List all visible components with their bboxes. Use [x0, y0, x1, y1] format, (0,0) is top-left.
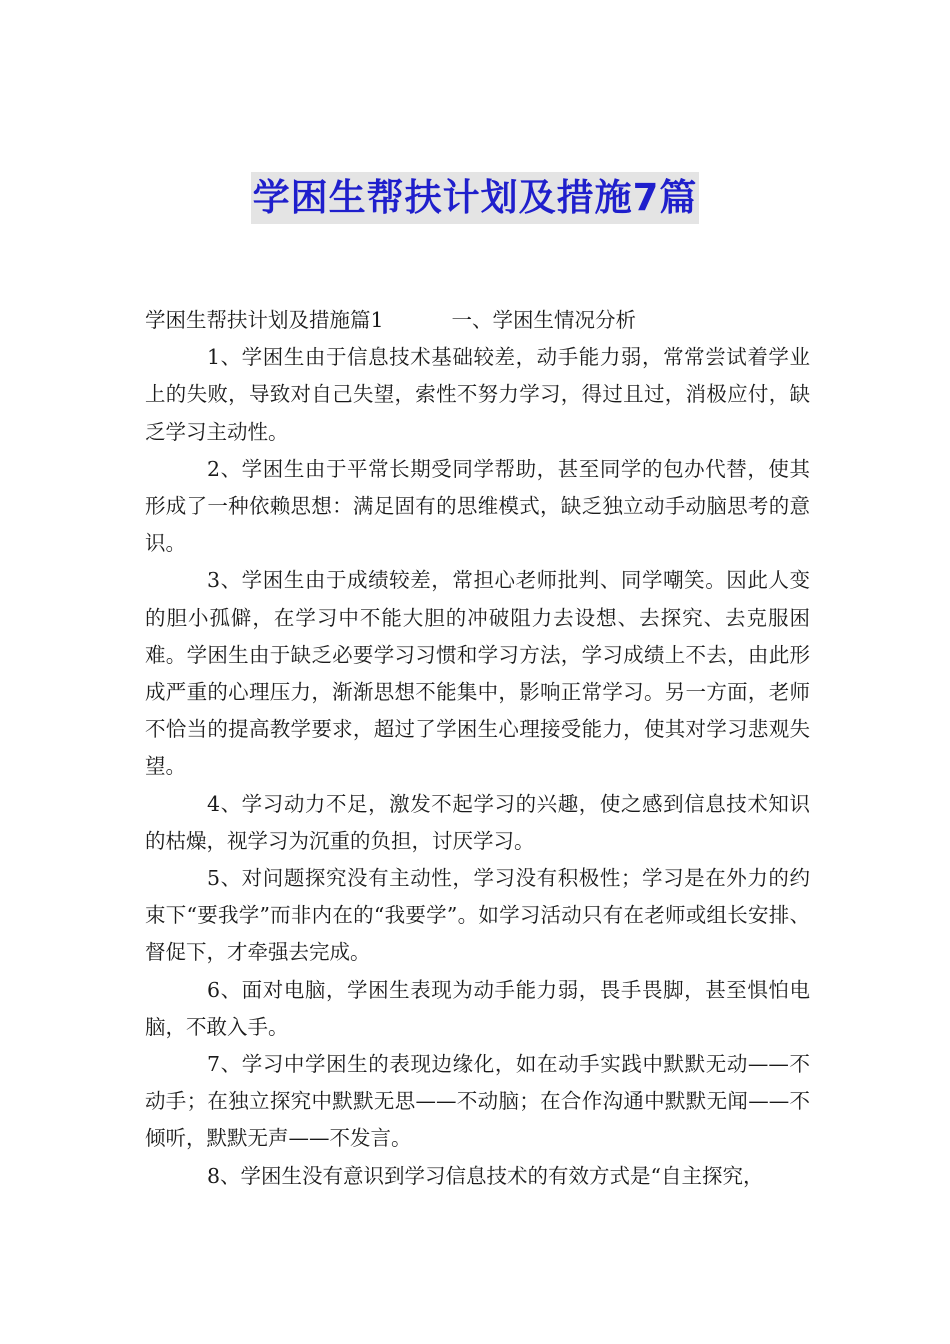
document-title: 学困生帮扶计划及措施7篇: [251, 172, 700, 224]
paragraph-4: 4、学习动力不足，激发不起学习的兴趣，使之感到信息技术知识的枯燥，视学习为沉重的负担，讨厌学习。: [145, 791, 810, 853]
paragraph-1: 1、学困生由于信息技术基础较差，动手能力弱，常常尝试着学业上的失败，导致对自己失望，索性不努力学习，得过且过，消极应付，缺乏学习主动性。: [145, 345, 810, 444]
section-heading-line: [145, 302, 810, 339]
paragraph-2: 2、学困生由于平常长期受同学帮助，甚至同学的包办代替，使其形成了一种依赖思想：满足固有的思维模式，缺乏独立动手动脑思考的意识。: [145, 456, 810, 556]
paragraph-3: 3、学困生由于成绩较差，常担心老师批判、同学嘲笑。因此人变的胆小孤僻，在学习中不能大胆的冲破阻力去设想、去探究、去克服困难。学困生由于缺乏必要学习习惯和学习方法，学习成绩上不去，由此形成严重的心理压力，渐渐思想不能集中，影响正常学习。另一方面，老师不恰当的提高教学要求，超过了学困生心理接受能力，使其对学习悲观失望。: [145, 568, 810, 779]
title-container: [0, 172, 950, 224]
paragraph-5: 5、对问题探究没有主动性，学习没有积极性；学习是在外力的约束下“要我学”而非内在的“我要学”。如学习活动只有在老师或组长安排、督促下，才牵强去完成。: [145, 866, 810, 965]
section-heading: 一、学困生情况分析: [451, 308, 637, 332]
paragraph-8: 8、学困生没有意识到学习信息技术的有效方式是“自主探究，: [207, 1163, 764, 1188]
paragraph-6: 6、面对电脑，学困生表现为动手能力弱，畏手畏脚，甚至惧怕电脑，不敢入手。: [145, 977, 810, 1039]
article-heading: 学困生帮扶计划及措施篇1: [145, 308, 384, 332]
paragraph-7: 7、学习中学困生的表现边缘化，如在动手实践中默默无动——不动手；在独立探究中默默无思——不动脑；在合作沟通中默默无闻——不倾听，默默无声——不发言。: [145, 1052, 810, 1151]
document-body: [145, 302, 810, 1195]
